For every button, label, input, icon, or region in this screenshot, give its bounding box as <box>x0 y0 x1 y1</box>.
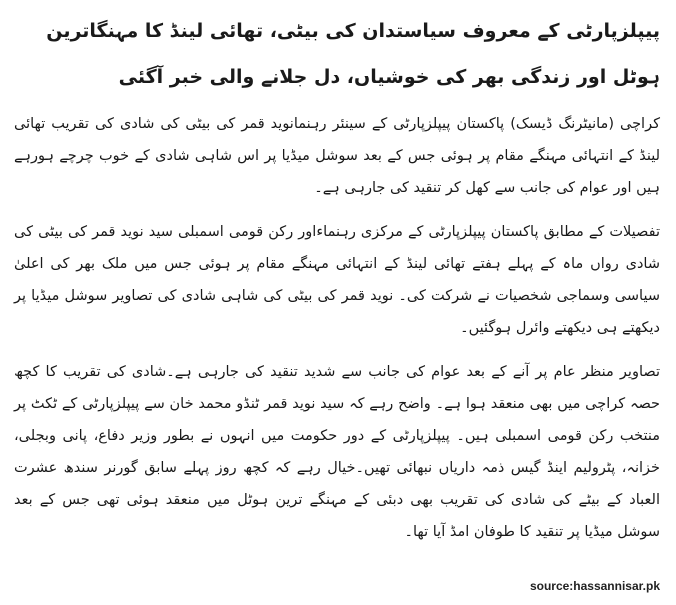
article-paragraph-3: تصاویر منظر عام پر آنے کے بعد عوام کی جانب سے شدید تنقید کی جارہی ہے۔شادی کی تقریب کا کچھ حصہ کراچی میں بھی منعقد ہوا ہے۔ واضح رہے کہ سید نوید قمر ٹنڈو محمد خان سے پیپلزپارٹی کے ٹکٹ پر منتخب رکن قومی اسمبلی ہیں۔ پیپلزپارٹی کے دور حکومت میں انہوں نے بطور وزیر دفاع، پانی وبجلی، خزانہ، پٹرولیم اینڈ گیس ذمہ داریاں نبھائی تھیں۔خیال رہے کہ کچھ روز پہلے سابق گورنر سندھ عشرت العباد کے بیٹے کی شادی کی تقریب بھی دبئی کے مہنگے ترین ہوٹل میں منعقد ہوئی تھی جس کے بعد سوشل میڈیا پر تنقید کا طوفان امڈ آیا تھا۔ <box>14 364 660 540</box>
article-paragraph-2: تفصیلات کے مطابق پاکستان پیپلزپارٹی کے مرکزی رہنماءاور رکن قومی اسمبلی سید نوید قمر کی بیٹی کی شادی رواں ماہ کے پہلے ہفتے تھائی لینڈ کے انتہائی مہنگے مقام پر ہوئی جس میں ملک بھر کی اعلیٰ سیاسی وسماجی شخصیات نے شرکت کی۔ نوید قمر کی بیٹی کی شاہی شادی کی تصاویر سوشل میڈیا پر دیکھتے ہی دیکھتے وائرل ہوگئیں۔ <box>14 224 660 336</box>
article-headline: پیپلزپارٹی کے معروف سیاستدان کی بیٹی، تھائی لینڈ کا مہنگاترین ہوٹل اور زندگی بھر کی خوشیاں، دل جلانے والی خبر آگئی <box>46 20 660 88</box>
article-paragraph-1: کراچی (مانیٹرنگ ڈیسک) پاکستان پیپلزپارٹی کے سینئر رہنمانوید قمر کی بیٹی کی شادی کی تقریب تھائی لینڈ کے انتہائی مہنگے مقام پر ہوئی جس کے بعد سوشل میڈیا پر اس شاہی شادی کے خوب چرچے ہورہے ہیں اور عوام کی جانب سے کھل کر تنقید کی جارہی ہے۔ <box>14 116 660 196</box>
source-credit: source:hassannisar.pk <box>529 579 660 593</box>
